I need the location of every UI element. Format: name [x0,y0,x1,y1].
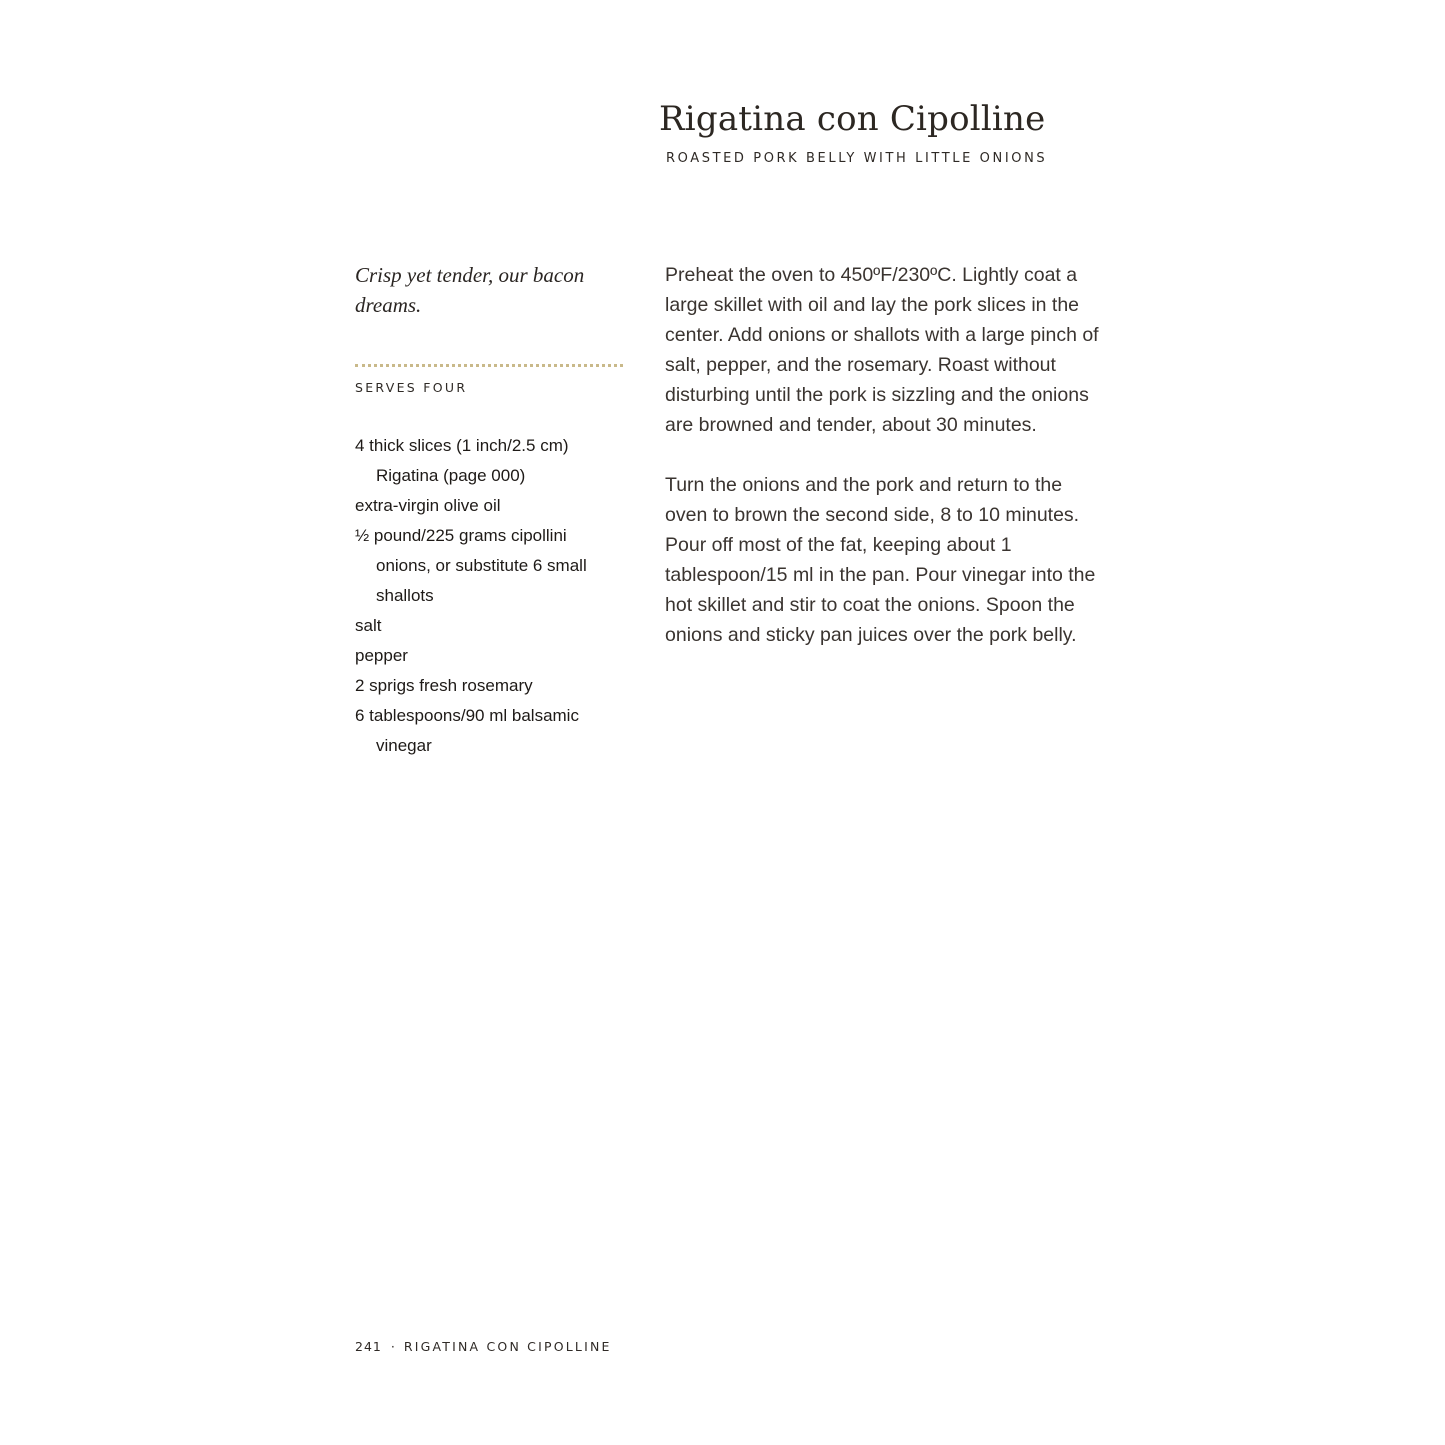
page-number: 241 [355,1339,382,1354]
ingredient-item: salt [355,616,382,635]
ingredient-item: pepper [355,646,408,665]
headnote: Crisp yet tender, our bacon dreams. [355,263,585,317]
ingredient-item: 4 thick slices (1 inch/2.5 cm) Rigatina (page 000) [355,436,569,485]
ingredient-item: 6 tablespoons/90 ml balsamic vinegar [355,706,579,755]
recipe-header [659,96,1359,168]
ingredient-item: 2 sprigs fresh rosemary [355,676,533,695]
recipe-subtitle: ROASTED PORK BELLY WITH LITTLE ONIONS [666,151,1048,166]
ingredient-item: ½ pound/225 grams cipollini onions, or substitute 6 small shallots [355,526,587,605]
ingredient-list [355,431,625,761]
dotted-divider [355,364,623,367]
ingredient-item: extra-virgin olive oil [355,496,501,515]
page-footer [355,1338,612,1356]
method-paragraph: Turn the onions and the pork and return to the oven to brown the second side, 8 to 10 minutes. Pour off most of the fat, keeping about 1 tablespoon/15 ml in the pan. Pour vinegar into the hot skillet and stir to coat the onions. Spoon the onions and sticky pan juices over the pork belly. [665,474,1096,646]
method-paragraph: Preheat the oven to 450ºF/230ºC. Lightly coat a large skillet with oil and lay the pork slices in the center. Add onions or shallots with a large pinch of salt, pepper, and the rosemary. Roast without disturbing until the pork is sizzling and the onions are browned and tender, about 30 minutes. [665,264,1099,436]
recipe-title: Rigatina con Cipolline [659,99,1046,139]
sidebar-column [355,260,625,761]
running-title: RIGATINA CON CIPOLLINE [403,1339,612,1354]
footer-separator: · [390,1339,395,1354]
method-column [665,260,1105,680]
serves-label: SERVES FOUR [355,380,468,395]
